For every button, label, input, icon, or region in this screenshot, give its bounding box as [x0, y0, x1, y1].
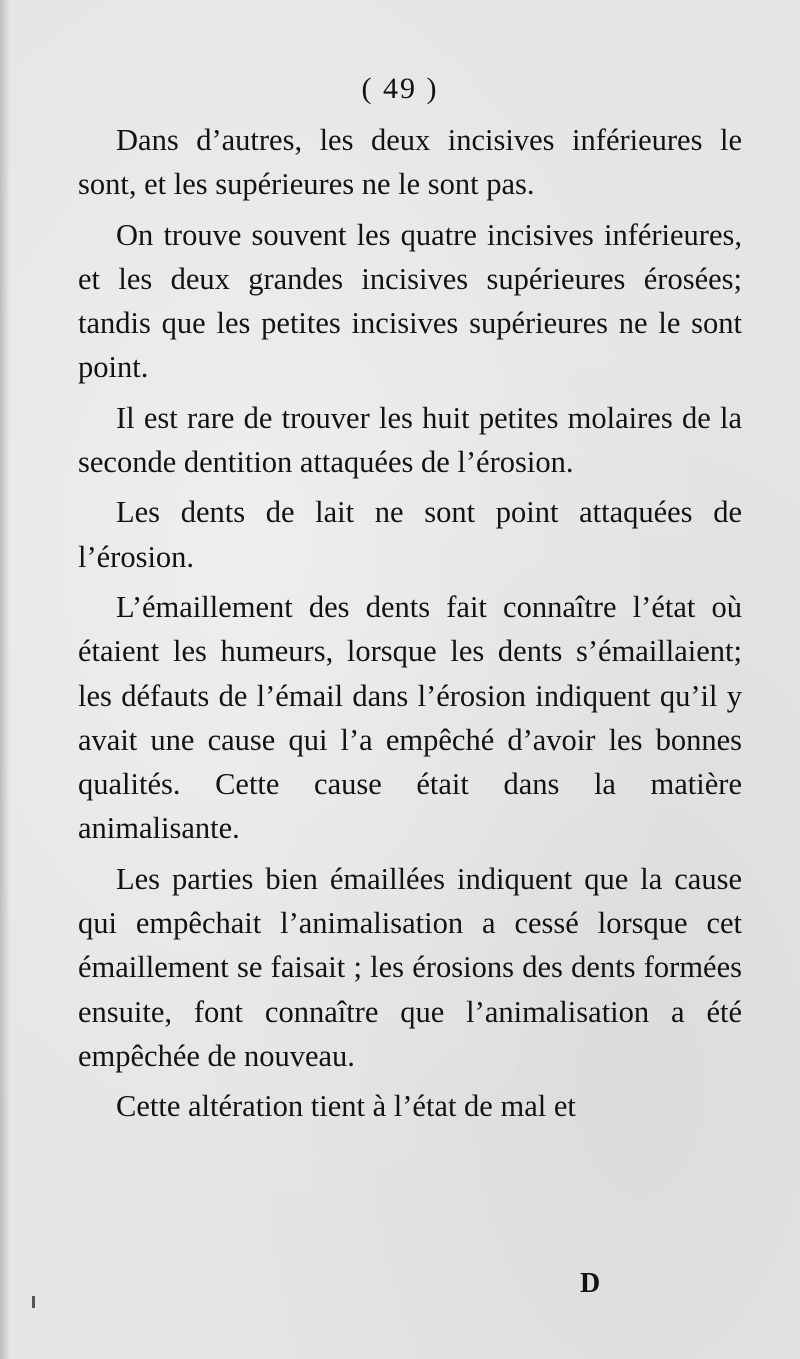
paragraph: L’émaillement des dents fait connaître l’état où étaient les humeurs, lorsque les dents s’émaillaient; les défauts de l’émail dans l’érosion indiquent qu’il y avait une cause qui l’a empêché d’avoir les bonnes qualités. Cette cause était dans la matière animalisante.	[78, 589, 742, 846]
paragraph: Il est rare de trouver les huit petites molaires de la seconde dentition attaquées de l’érosion.	[78, 400, 742, 480]
page-number: ( 49 )	[361, 72, 439, 105]
body-text	[78, 118, 742, 1135]
paragraph: Les parties bien émaillées indiquent que la cause qui empêchait l’animalisation a cessé lorsque cet émaillement se faisait ; les érosions des dents formées ensuite, font connaître que l’animalisation a été empêchée de nouveau.	[78, 861, 742, 1073]
paragraph: Les dents de lait ne sont point attaquées de l’érosion.	[78, 495, 742, 574]
paragraph: On trouve souvent les quatre incisives inférieures, et les deux grandes incisives supérieures érosées; tandis que les petites incisives supérieures ne le sont point.	[78, 217, 742, 385]
page-edge-shadow	[0, 0, 10, 1359]
ink-speck	[32, 1296, 35, 1308]
paragraph: Cette altération tient à l’état de mal et	[116, 1089, 576, 1124]
paragraph: Dans d’autres, les deux incisives inférieures le sont, et les supérieures ne le sont pas.	[78, 123, 742, 202]
signature-mark: D	[580, 1268, 601, 1299]
